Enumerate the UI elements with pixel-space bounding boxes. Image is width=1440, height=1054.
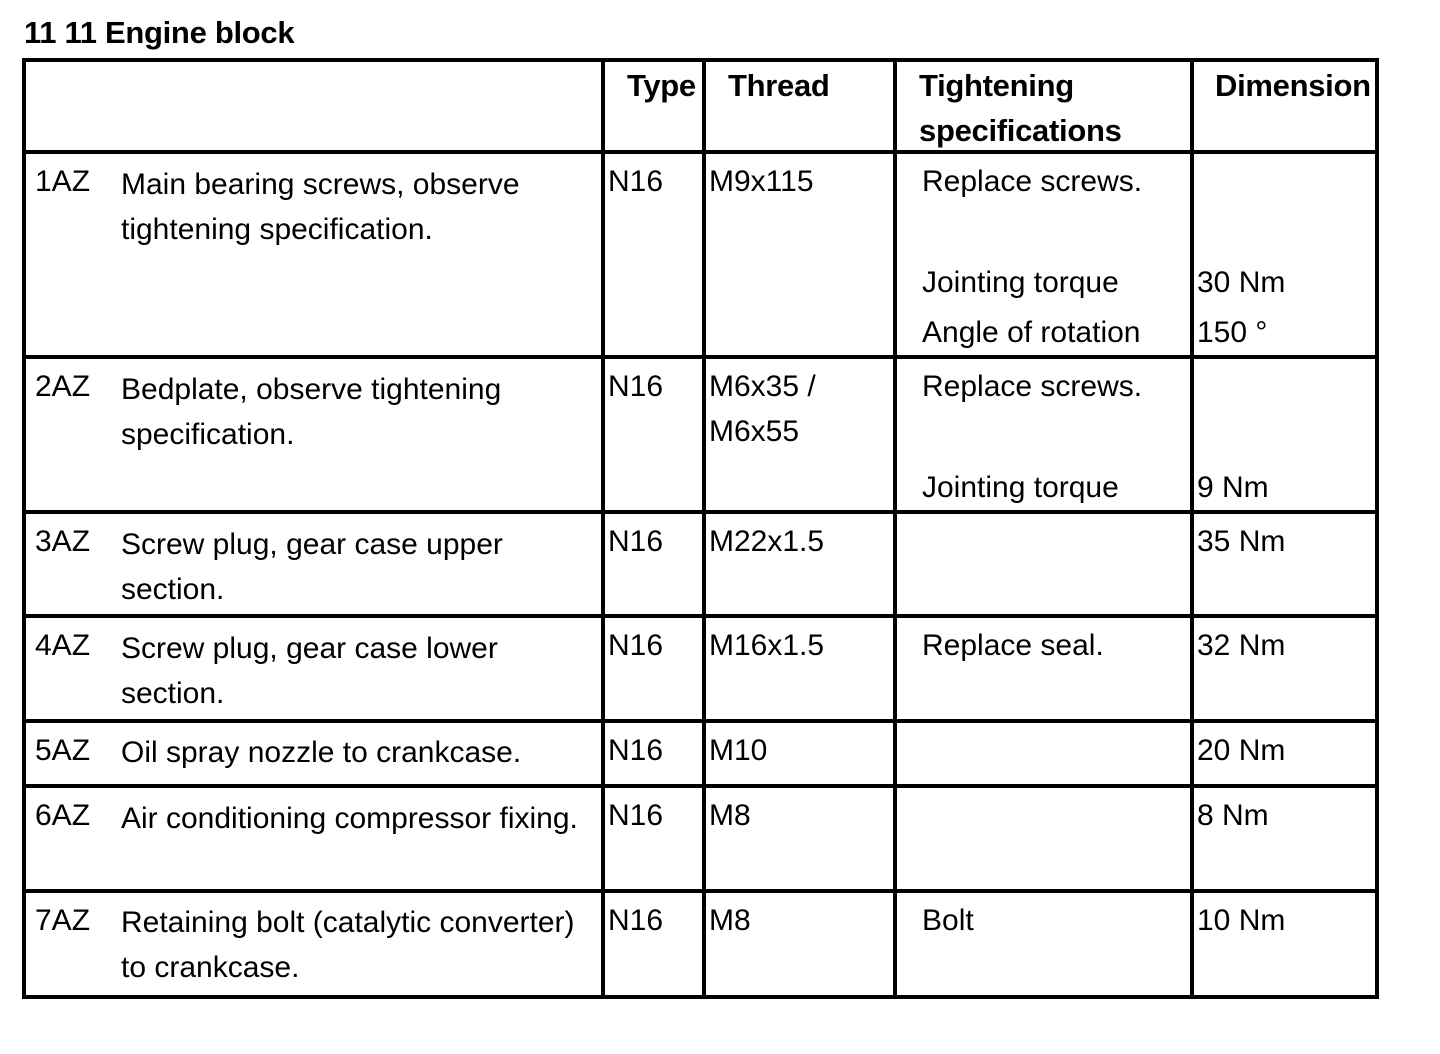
spec-note: Bolt — [922, 904, 974, 937]
description: Screw plug, gear case lower section. — [121, 632, 498, 710]
column-divider — [601, 58, 605, 999]
column-divider — [1190, 58, 1194, 999]
spec-note: Replace screws. — [922, 370, 1143, 403]
thread-size: M9x115 — [709, 165, 814, 198]
header-tightening-line2: specifications — [919, 113, 1122, 148]
spec-note: Replace screws. — [922, 165, 1143, 198]
description: Oil spray nozzle to crankcase. — [121, 736, 522, 769]
type-code: N16 — [608, 799, 664, 832]
position-code: 7AZ — [35, 904, 91, 937]
description: Retaining bolt (catalytic converter) to crankcase. — [121, 906, 575, 984]
row-divider — [22, 719, 1379, 723]
dimension-value: 150 ° — [1197, 316, 1268, 349]
row-divider — [22, 614, 1379, 618]
row-divider — [22, 784, 1379, 788]
dimension-value: 8 Nm — [1197, 799, 1269, 832]
description: Screw plug, gear case upper section. — [121, 528, 503, 606]
type-code: N16 — [608, 904, 664, 937]
row-divider — [22, 150, 1379, 154]
page-title: 11 11 Engine block — [24, 15, 295, 50]
spec-label: Jointing torque — [922, 266, 1119, 299]
type-code: N16 — [608, 629, 664, 662]
dimension-value: 32 Nm — [1197, 629, 1286, 662]
position-code: 3AZ — [35, 525, 91, 558]
dimension-value: 10 Nm — [1197, 904, 1286, 937]
type-code: N16 — [608, 165, 664, 198]
row-divider — [22, 355, 1379, 359]
position-code: 6AZ — [35, 799, 91, 832]
thread-size: M8 — [709, 904, 751, 937]
type-code: N16 — [608, 525, 664, 558]
position-code: 1AZ — [35, 165, 91, 198]
description: Main bearing screws, observe tightening specification. — [121, 168, 520, 246]
column-divider — [893, 58, 897, 999]
dimension-value: 9 Nm — [1197, 471, 1269, 504]
header-tightening-line1: Tightening — [919, 68, 1074, 103]
position-code: 4AZ — [35, 629, 91, 662]
header-type: Type — [627, 68, 696, 103]
dimension-value: 35 Nm — [1197, 525, 1286, 558]
row-divider — [22, 889, 1379, 893]
dimension-value: 30 Nm — [1197, 266, 1286, 299]
type-code: N16 — [608, 370, 664, 403]
thread-size: M10 — [709, 734, 768, 767]
column-divider — [702, 58, 706, 999]
spec-note: Replace seal. — [922, 629, 1104, 662]
thread-size: M8 — [709, 799, 751, 832]
thread-size: M16x1.5 — [709, 629, 825, 662]
spec-label: Jointing torque — [922, 471, 1119, 504]
description: Air conditioning compressor fixing. — [121, 802, 578, 835]
spec-label: Angle of rotation — [922, 316, 1141, 349]
header-thread: Thread — [728, 68, 830, 103]
thread-size: M6x55 — [709, 415, 800, 448]
row-divider — [22, 510, 1379, 514]
type-code: N16 — [608, 734, 664, 767]
thread-size: M22x1.5 — [709, 525, 825, 558]
position-code: 2AZ — [35, 370, 91, 403]
thread-size: M6x35 / — [709, 370, 816, 403]
position-code: 5AZ — [35, 734, 91, 767]
description: Bedplate, observe tightening specification. — [121, 373, 502, 451]
header-dimension: Dimension — [1215, 68, 1371, 103]
dimension-value: 20 Nm — [1197, 734, 1286, 767]
